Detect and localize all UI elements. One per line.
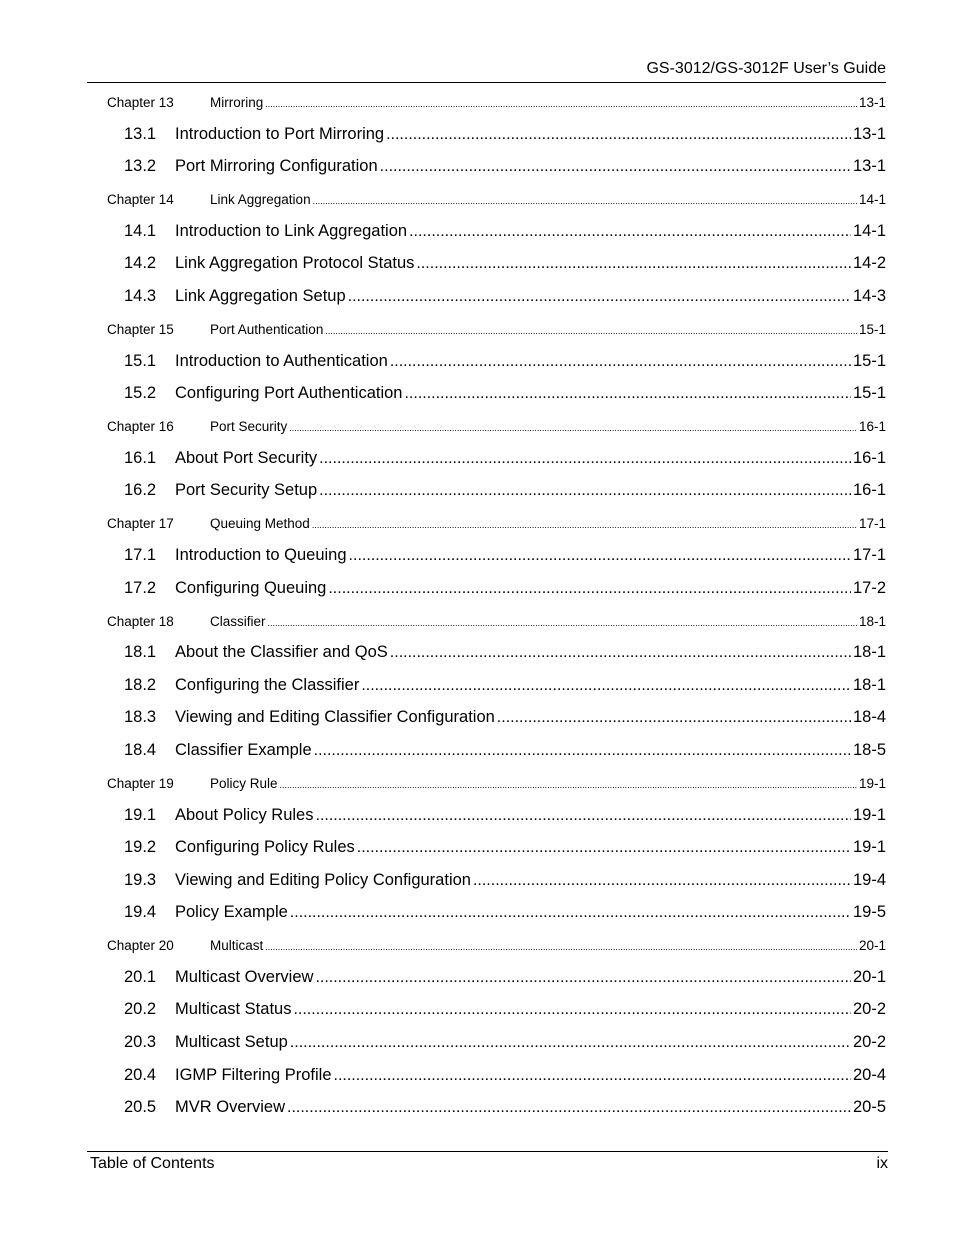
- toc-section-entry-title: Multicast Status: [175, 1000, 292, 1019]
- dot-leader: [293, 1001, 851, 1019]
- toc-chapter-entry-title: Classifier: [210, 613, 266, 629]
- toc-chapter-entry[interactable]: [107, 505, 886, 537]
- toc-section-entry-number: 20.5: [124, 1098, 157, 1117]
- page-number: ix: [876, 1155, 888, 1172]
- toc-section-entry[interactable]: [124, 830, 886, 863]
- toc-section-entry[interactable]: [124, 700, 886, 733]
- table-of-contents: [107, 84, 886, 1122]
- toc-section-entry-number: 15.2: [124, 384, 157, 403]
- toc-section-entry-title: Configuring Queuing: [175, 578, 327, 597]
- dot-leader: [497, 709, 851, 727]
- dot-leader: [265, 98, 857, 110]
- dot-leader: [312, 519, 857, 531]
- toc-chapter-entry-title: Multicast: [210, 938, 264, 954]
- toc-section-entry-number: 16.1: [124, 448, 157, 467]
- toc-section-entry[interactable]: [124, 862, 886, 895]
- toc-section-entry-number: 13.2: [124, 157, 157, 176]
- toc-section-entry-number: 19.4: [124, 903, 157, 922]
- toc-section-entry-number: 17.1: [124, 545, 157, 564]
- dot-leader: [390, 644, 851, 662]
- toc-section-entry-title: Port Security Setup: [175, 481, 318, 500]
- toc-section-entry-title: Classifier Example: [175, 740, 312, 759]
- footer-section-title: Table of Contents: [90, 1155, 215, 1172]
- toc-section-entry-title: Viewing and Editing Classifier Configuration: [175, 708, 495, 727]
- toc-section-entry-page: 20-2: [852, 1000, 886, 1019]
- toc-section-entry-title: Multicast Setup: [175, 1033, 288, 1052]
- dot-leader: [268, 617, 857, 629]
- toc-section-entry-page: 16-1: [852, 448, 886, 467]
- toc-section-entry[interactable]: [124, 376, 886, 409]
- toc-chapter-entry-number: Chapter 18: [107, 613, 174, 629]
- dot-leader: [319, 482, 851, 500]
- dot-leader: [328, 580, 851, 598]
- dot-leader: [416, 255, 851, 273]
- toc-section-entry-page: 16-1: [852, 481, 886, 500]
- toc-chapter-entry-number: Chapter 15: [107, 321, 174, 337]
- toc-section-entry-number: 19.2: [124, 838, 157, 857]
- dot-leader: [404, 385, 850, 403]
- toc-section-entry-number: 16.2: [124, 481, 157, 500]
- toc-section-entry-number: 19.3: [124, 870, 157, 889]
- dot-leader: [409, 223, 851, 241]
- toc-chapter-entry[interactable]: [107, 311, 886, 343]
- toc-section-entry[interactable]: [124, 1024, 886, 1057]
- toc-chapter-entry[interactable]: [107, 927, 886, 959]
- toc-section-entry[interactable]: [124, 667, 886, 700]
- dot-leader: [319, 450, 851, 468]
- toc-section-entry-page: 18-4: [852, 708, 886, 727]
- toc-section-entry-page: 14-2: [852, 254, 886, 273]
- toc-section-entry[interactable]: [124, 278, 886, 311]
- toc-section-entry-title: Port Mirroring Configuration: [175, 157, 378, 176]
- toc-section-entry-page: 13-1: [852, 124, 886, 143]
- toc-section-entry[interactable]: [124, 473, 886, 506]
- dot-leader: [314, 742, 851, 760]
- toc-chapter-entry-page: 18-1: [858, 613, 886, 629]
- toc-section-entry-page: 15-1: [852, 351, 886, 370]
- toc-section-entry[interactable]: [124, 732, 886, 765]
- toc-section-entry-page: 19-1: [852, 838, 886, 857]
- toc-section-entry-title: Introduction to Queuing: [175, 545, 347, 564]
- dot-leader: [334, 1067, 851, 1085]
- toc-section-entry-title: Introduction to Authentication: [175, 351, 388, 370]
- toc-section-entry[interactable]: [124, 116, 886, 149]
- dot-leader: [280, 779, 857, 791]
- toc-section-entry[interactable]: [124, 895, 886, 928]
- toc-section-entry[interactable]: [124, 343, 886, 376]
- dot-leader: [386, 126, 851, 144]
- toc-section-entry-page: 17-2: [852, 578, 886, 597]
- toc-section-entry-number: 19.1: [124, 805, 157, 824]
- toc-section-entry-number: 20.1: [124, 967, 157, 986]
- toc-section-entry-number: 18.2: [124, 675, 157, 694]
- page-footer: [87, 1151, 888, 1172]
- toc-section-entry-number: 14.2: [124, 254, 157, 273]
- dot-leader: [287, 1099, 851, 1117]
- toc-chapter-entry-title: Link Aggregation: [210, 192, 311, 208]
- toc-section-entry[interactable]: [124, 246, 886, 279]
- toc-section-entry[interactable]: [124, 537, 886, 570]
- dot-leader: [290, 1034, 851, 1052]
- dot-leader: [289, 422, 857, 434]
- toc-section-entry-page: 13-1: [852, 157, 886, 176]
- toc-chapter-entry-page: 14-1: [858, 192, 886, 208]
- dot-leader: [349, 547, 851, 565]
- toc-section-entry-page: 15-1: [852, 384, 886, 403]
- toc-section-entry-page: 20-2: [852, 1033, 886, 1052]
- toc-section-entry-page: 18-1: [852, 643, 886, 662]
- dot-leader: [380, 158, 851, 176]
- dot-leader: [361, 677, 851, 695]
- toc-chapter-entry-title: Mirroring: [210, 95, 264, 110]
- toc-chapter-entry-number: Chapter 14: [107, 192, 174, 208]
- toc-section-entry-number: 13.1: [124, 124, 157, 143]
- toc-chapter-entry-number: Chapter 20: [107, 938, 174, 954]
- toc-section-entry-page: 20-5: [852, 1098, 886, 1117]
- toc-chapter-entry-number: Chapter 16: [107, 419, 174, 435]
- toc-section-entry-title: Multicast Overview: [175, 967, 314, 986]
- toc-chapter-entry[interactable]: [107, 603, 886, 635]
- toc-section-entry[interactable]: [124, 213, 886, 246]
- toc-section-entry-number: 20.3: [124, 1033, 157, 1052]
- toc-section-entry-number: 18.4: [124, 740, 157, 759]
- toc-chapter-entry-number: Chapter 19: [107, 775, 174, 791]
- toc-chapter-entry-page: 15-1: [858, 321, 886, 337]
- dot-leader: [316, 807, 851, 825]
- toc-section-entry-title: Introduction to Port Mirroring: [175, 124, 385, 143]
- toc-chapter-entry-title: Port Authentication: [210, 321, 324, 337]
- toc-section-entry-number: 14.1: [124, 221, 157, 240]
- toc-section-entry-page: 18-1: [852, 675, 886, 694]
- toc-section-entry-title: MVR Overview: [175, 1098, 286, 1117]
- toc-section-entry-title: Policy Example: [175, 903, 288, 922]
- toc-section-entry-title: About Port Security: [175, 448, 318, 467]
- toc-section-entry-title: About Policy Rules: [175, 805, 314, 824]
- dot-leader: [290, 904, 851, 922]
- toc-section-entry-number: 20.2: [124, 1000, 157, 1019]
- dot-leader: [348, 288, 851, 306]
- toc-section-entry[interactable]: [124, 1090, 886, 1123]
- dot-leader: [315, 969, 851, 987]
- toc-chapter-entry[interactable]: [107, 84, 886, 116]
- toc-section-entry-title: About the Classifier and QoS: [175, 643, 388, 662]
- toc-chapter-entry[interactable]: [107, 408, 886, 440]
- toc-chapter-entry-number: Chapter 13: [107, 95, 174, 110]
- toc-section-entry-number: 17.2: [124, 578, 157, 597]
- page-header: [87, 60, 886, 83]
- toc-chapter-entry-title: Queuing Method: [210, 516, 310, 532]
- toc-section-entry[interactable]: [124, 635, 886, 668]
- toc-section-entry-page: 19-4: [852, 870, 886, 889]
- toc-section-entry[interactable]: [124, 959, 886, 992]
- toc-section-entry-number: 20.4: [124, 1065, 157, 1084]
- toc-section-entry-title: Introduction to Link Aggregation: [175, 221, 408, 240]
- dot-leader: [357, 839, 851, 857]
- toc-chapter-entry-title: Port Security: [210, 419, 288, 435]
- toc-chapter-entry-page: 13-1: [858, 95, 886, 110]
- toc-chapter-entry[interactable]: [107, 765, 886, 797]
- toc-section-entry-title: Viewing and Editing Policy Configuration: [175, 870, 471, 889]
- toc-section-entry[interactable]: [124, 992, 886, 1025]
- dot-leader: [325, 325, 857, 337]
- toc-chapter-entry-page: 20-1: [858, 938, 886, 954]
- document-title: GS-3012/GS-3012F User’s Guide: [646, 60, 886, 77]
- toc-chapter-entry-number: Chapter 17: [107, 516, 174, 532]
- toc-section-entry-page: 17-1: [852, 545, 886, 564]
- toc-section-entry-title: Configuring the Classifier: [175, 675, 360, 694]
- dot-leader: [390, 353, 851, 371]
- toc-section-entry-number: 18.1: [124, 643, 157, 662]
- toc-chapter-entry-page: 19-1: [858, 775, 886, 791]
- toc-section-entry[interactable]: [124, 797, 886, 830]
- toc-section-entry-title: Link Aggregation Setup: [175, 286, 346, 305]
- toc-section-entry-page: 14-3: [852, 286, 886, 305]
- toc-section-entry-page: 18-5: [852, 740, 886, 759]
- toc-chapter-entry-page: 17-1: [858, 516, 886, 532]
- dot-leader: [473, 872, 851, 890]
- toc-section-entry-page: 20-1: [852, 967, 886, 986]
- toc-section-entry[interactable]: [124, 570, 886, 603]
- toc-section-entry-page: 19-5: [852, 903, 886, 922]
- toc-chapter-entry[interactable]: [107, 181, 886, 213]
- toc-chapter-entry-title: Policy Rule: [210, 775, 278, 791]
- toc-section-entry-page: 14-1: [852, 221, 886, 240]
- toc-section-entry-title: Link Aggregation Protocol Status: [175, 254, 415, 273]
- dot-leader: [265, 941, 857, 953]
- toc-section-entry-page: 19-1: [852, 805, 886, 824]
- toc-section-entry-title: Configuring Policy Rules: [175, 838, 355, 857]
- toc-section-entry-title: IGMP Filtering Profile: [175, 1065, 332, 1084]
- toc-section-entry-page: 20-4: [852, 1065, 886, 1084]
- toc-section-entry[interactable]: [124, 149, 886, 182]
- toc-section-entry-title: Configuring Port Authentication: [175, 384, 403, 403]
- dot-leader: [313, 195, 857, 207]
- toc-section-entry-number: 15.1: [124, 351, 157, 370]
- toc-section-entry-number: 18.3: [124, 708, 157, 727]
- toc-section-entry[interactable]: [124, 440, 886, 473]
- toc-section-entry-number: 14.3: [124, 286, 157, 305]
- toc-section-entry[interactable]: [124, 1057, 886, 1090]
- toc-chapter-entry-page: 16-1: [858, 419, 886, 435]
